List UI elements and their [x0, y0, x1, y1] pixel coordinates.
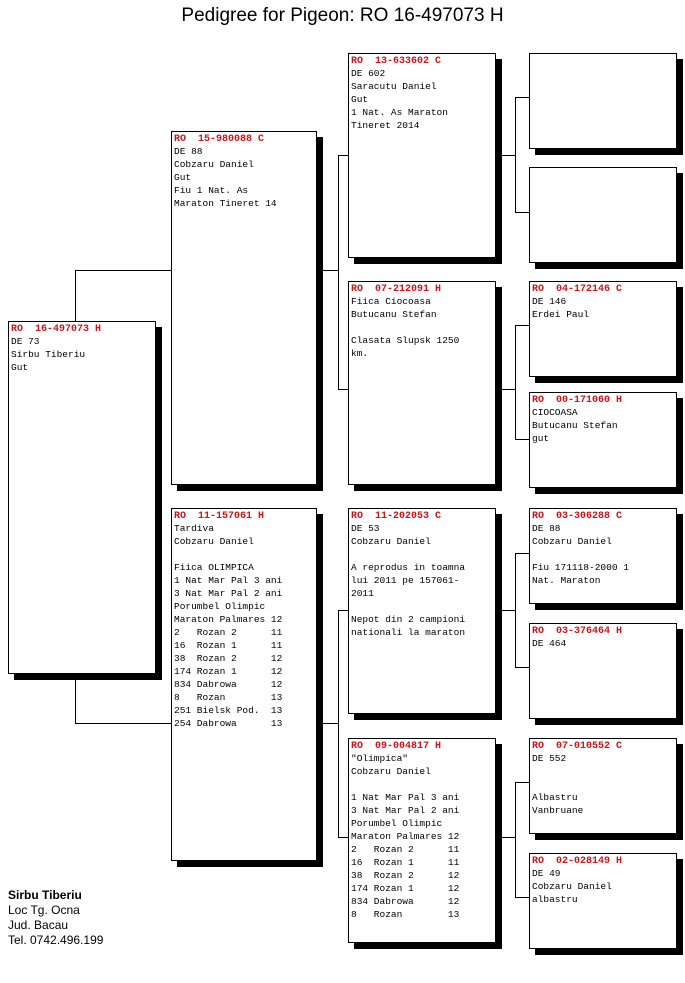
detail-line: 251 Bielsk Pod. 13: [174, 705, 283, 716]
pigeon-card-subject[interactable]: [8, 321, 156, 674]
detail-line: Nepot din 2 campioni: [351, 614, 466, 625]
connector: [502, 155, 515, 156]
detail-line: DE 552: [532, 753, 567, 764]
connector: [322, 270, 338, 271]
pigeon-card-sire-dam-dam[interactable]: [529, 392, 677, 488]
detail-line: 8 Rozan 13: [351, 909, 460, 920]
detail-line: Sirbu Tiberiu: [11, 349, 86, 360]
connector: [502, 837, 515, 838]
detail-line: 834 Dabrowa 12: [351, 896, 460, 907]
connector: [338, 389, 348, 390]
pigeon-details: [530, 522, 676, 587]
detail-line: Cobzaru Daniel: [174, 536, 254, 547]
detail-line: [351, 600, 493, 613]
detail-line: albastru: [532, 894, 578, 905]
connector: [338, 610, 339, 837]
connector: [515, 97, 516, 212]
detail-line: [351, 778, 493, 791]
pigeon-card-dam-dam-sire[interactable]: [529, 738, 677, 834]
detail-line: 16 Rozan 1 11: [174, 640, 283, 651]
detail-line: DE 73: [11, 336, 40, 347]
detail-line: 2 Rozan 2 11: [351, 844, 460, 855]
ring-number: RO 03-306288 C: [532, 511, 623, 522]
detail-line: Maraton Palmares 12: [174, 614, 283, 625]
pigeon-details: [349, 295, 495, 360]
detail-line: Albastru: [532, 792, 578, 803]
detail-line: lui 2011 pe 157061-: [351, 575, 460, 586]
connector: [515, 667, 529, 668]
detail-line: 8 Rozan 13: [174, 692, 283, 703]
detail-line: [532, 778, 674, 791]
detail-line: gut: [532, 433, 550, 444]
detail-line: DE 88: [174, 146, 203, 157]
connector: [515, 553, 529, 554]
pigeon-details: [530, 295, 676, 321]
pigeon-card-dam-dam-dam[interactable]: [529, 853, 677, 949]
pigeon-details: [172, 145, 316, 210]
detail-line: Fiu 171118-2000 1: [532, 562, 629, 573]
page-title: Pedigree for Pigeon: RO 16-497073 H: [181, 5, 504, 26]
detail-line: [351, 321, 493, 334]
ring-number: RO 11-157061 H: [174, 511, 265, 522]
detail-line: "Olimpica": [351, 753, 409, 764]
detail-line: Vanbruane: [532, 805, 584, 816]
owner-location: Loc Tg. Ocna: [8, 903, 80, 917]
connector: [515, 439, 529, 440]
pigeon-details: [530, 867, 676, 906]
detail-line: Tineret 2014: [351, 120, 420, 131]
detail-line: Maraton Palmares 12: [351, 831, 460, 842]
detail-line: Cobzaru Daniel: [532, 536, 612, 547]
detail-line: Maraton Tineret 14: [174, 198, 277, 209]
detail-line: Clasata Slupsk 1250: [351, 335, 460, 346]
pigeon-details: [349, 67, 495, 132]
detail-line: 1 Nat Mar Pal 3 ani: [174, 575, 283, 586]
ring-number: RO 04-172146 C: [532, 284, 623, 295]
ring-number: RO 00-171060 H: [532, 395, 623, 406]
detail-line: [351, 548, 493, 561]
pigeon-details: [349, 752, 495, 921]
detail-line: Erdei Paul: [532, 309, 590, 320]
ring-number: [530, 168, 676, 170]
connector: [515, 553, 516, 667]
detail-line: DE 88: [532, 523, 561, 534]
pigeon-card-dam-dam[interactable]: [348, 738, 496, 943]
connector: [338, 610, 348, 611]
connector: [322, 723, 338, 724]
detail-line: DE 464: [532, 638, 567, 649]
detail-line: Cobzaru Daniel: [351, 766, 431, 777]
pigeon-card-sire-dam-sire[interactable]: [529, 281, 677, 377]
pigeon-card-sire-sire[interactable]: [348, 53, 496, 258]
detail-line: [532, 548, 674, 561]
connector: [502, 610, 515, 611]
detail-line: Butucanu Stefan: [532, 420, 618, 431]
detail-line: DE 602: [351, 68, 386, 79]
detail-line: Fiica OLIMPICA: [174, 562, 254, 573]
detail-line: 38 Rozan 2 12: [174, 653, 283, 664]
detail-line: 174 Rozan 1 12: [351, 883, 460, 894]
detail-line: Butucanu Stefan: [351, 309, 437, 320]
pigeon-card-sire-sire-dam[interactable]: [529, 167, 677, 263]
detail-line: Nat. Maraton: [532, 575, 601, 586]
owner-info: [8, 888, 103, 948]
pigeon-details: [530, 752, 676, 817]
ring-number: RO 11-202053 C: [351, 511, 442, 522]
connector: [502, 389, 515, 390]
pigeon-card-sire-dam[interactable]: [348, 281, 496, 485]
ring-number: RO 09-004817 H: [351, 741, 442, 752]
detail-line: Fiica Ciocoasa: [351, 296, 431, 307]
pigeon-card-dam-sire-dam[interactable]: [529, 623, 677, 719]
detail-line: Cobzaru Daniel: [532, 881, 612, 892]
detail-line: [174, 548, 314, 561]
owner-name: Sirbu Tiberiu: [8, 888, 82, 902]
detail-line: DE 146: [532, 296, 567, 307]
connector: [515, 782, 516, 897]
ring-number: RO 13-633602 C: [351, 56, 442, 67]
pigeon-card-dam-sire-sire[interactable]: [529, 508, 677, 604]
pigeon-card-dam[interactable]: [171, 508, 317, 861]
owner-phone: Tel. 0742.496.199: [8, 933, 104, 947]
detail-line: Cobzaru Daniel: [174, 159, 254, 170]
detail-line: Cobzaru Daniel: [351, 536, 431, 547]
pigeon-details: [530, 637, 676, 650]
connector: [515, 897, 529, 898]
connector: [75, 270, 76, 322]
detail-line: 1 Nat Mar Pal 3 ani: [351, 792, 460, 803]
connector: [515, 782, 529, 783]
connector: [515, 325, 529, 326]
detail-line: Saracutu Daniel: [351, 81, 437, 92]
connector: [338, 837, 348, 838]
detail-line: 2 Rozan 2 11: [174, 627, 283, 638]
detail-line: 16 Rozan 1 11: [351, 857, 460, 868]
detail-line: Porumbel Olimpic: [351, 818, 443, 829]
connector: [515, 97, 529, 98]
detail-line: 174 Rozan 1 12: [174, 666, 283, 677]
pigeon-card-sire[interactable]: [171, 131, 317, 485]
detail-line: 2011: [351, 588, 374, 599]
owner-county: Jud. Bacau: [8, 918, 69, 932]
ring-number: RO 15-980088 C: [174, 134, 265, 145]
pigeon-card-sire-sire-sire[interactable]: [529, 53, 677, 149]
connector: [338, 155, 348, 156]
detail-line: 1 Nat. As Maraton: [351, 107, 448, 118]
detail-line: CIOCOASA: [532, 407, 578, 418]
ring-number: RO 07-010552 C: [532, 741, 623, 752]
ring-number: RO 03-376464 H: [532, 626, 623, 637]
connector: [75, 673, 76, 723]
detail-line: nationali la maraton: [351, 627, 466, 638]
pigeon-details: [530, 406, 676, 445]
detail-line: Gut: [174, 172, 192, 183]
pigeon-details: [172, 522, 316, 730]
detail-line: DE 49: [532, 868, 561, 879]
detail-line: km.: [351, 348, 369, 359]
detail-line: 834 Dabrowa 12: [174, 679, 283, 690]
pigeon-details: [9, 335, 155, 374]
detail-line: 3 Nat Mar Pal 2 ani: [351, 805, 460, 816]
detail-line: 254 Dabrowa 13: [174, 718, 283, 729]
ring-number: [530, 54, 676, 56]
detail-line: A reprodus in toamna: [351, 562, 466, 573]
connector: [75, 723, 171, 724]
detail-line: Porumbel Olimpic: [174, 601, 266, 612]
detail-line: 38 Rozan 2 12: [351, 870, 460, 881]
pigeon-details: [349, 522, 495, 639]
ring-number: RO 16-497073 H: [11, 324, 102, 335]
ring-number: RO 07-212091 H: [351, 284, 442, 295]
pigeon-card-dam-sire[interactable]: [348, 508, 496, 714]
connector: [515, 325, 516, 439]
connector: [75, 270, 171, 271]
detail-line: Fiu 1 Nat. As: [174, 185, 249, 196]
detail-line: Gut: [351, 94, 369, 105]
detail-line: [532, 765, 674, 778]
connector: [338, 155, 339, 389]
detail-line: DE 53: [351, 523, 380, 534]
detail-line: Gut: [11, 362, 29, 373]
connector: [515, 212, 529, 213]
detail-line: 3 Nat Mar Pal 2 ani: [174, 588, 283, 599]
ring-number: RO 02-028149 H: [532, 856, 623, 867]
detail-line: Tardiva: [174, 523, 214, 534]
